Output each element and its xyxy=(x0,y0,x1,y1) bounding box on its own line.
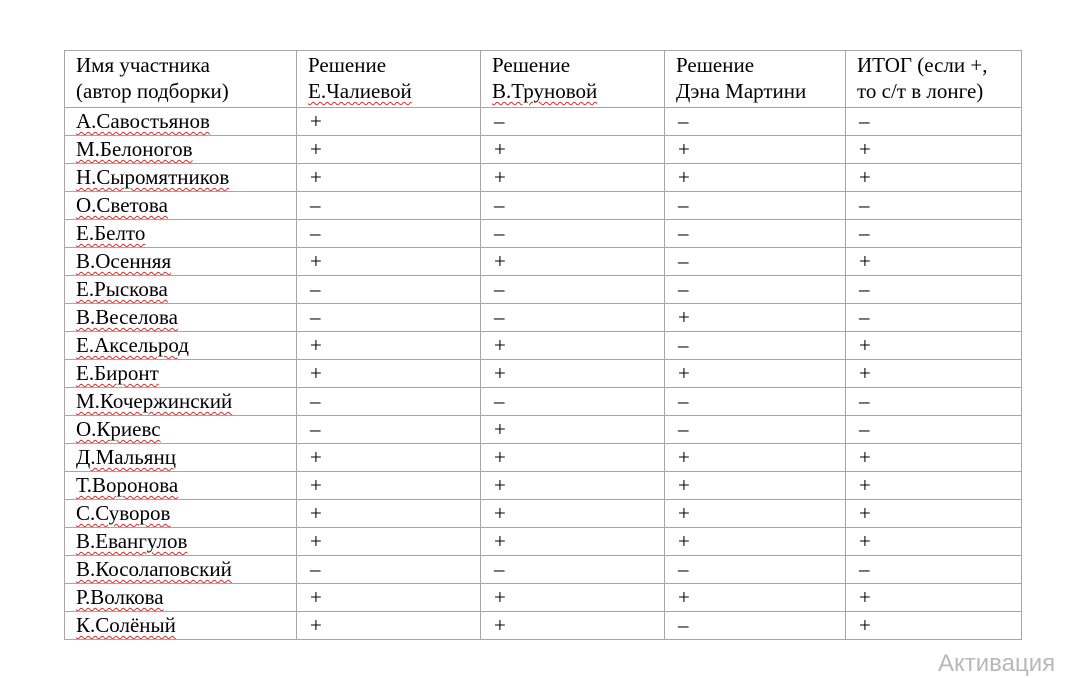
header-text: то с/т в лонге) xyxy=(857,79,984,103)
decision-mark: + xyxy=(859,165,871,189)
table-row xyxy=(65,500,1022,528)
decision-mark: + xyxy=(678,361,690,385)
decision-mark: + xyxy=(494,529,506,553)
decision-cell[interactable] xyxy=(846,500,1022,528)
decision-cell[interactable] xyxy=(665,276,846,304)
decision-mark: – xyxy=(494,193,505,217)
decision-cell[interactable] xyxy=(665,612,846,640)
decision-cell[interactable] xyxy=(481,612,665,640)
decision-cell[interactable] xyxy=(846,304,1022,332)
decision-cell[interactable] xyxy=(297,164,481,192)
decision-cell[interactable] xyxy=(297,472,481,500)
decision-cell[interactable] xyxy=(481,584,665,612)
decision-cell[interactable] xyxy=(297,304,481,332)
decision-cell[interactable] xyxy=(297,192,481,220)
participant-name-cell[interactable] xyxy=(65,444,297,472)
decision-cell[interactable] xyxy=(665,220,846,248)
decision-mark: + xyxy=(859,585,871,609)
decision-cell[interactable] xyxy=(846,444,1022,472)
decision-mark: + xyxy=(678,137,690,161)
decision-mark: + xyxy=(494,137,506,161)
decision-cell[interactable] xyxy=(665,416,846,444)
decision-cell[interactable] xyxy=(297,108,481,136)
table-row xyxy=(65,108,1022,136)
decision-cell[interactable] xyxy=(665,136,846,164)
decision-mark: + xyxy=(859,501,871,525)
decision-mark: – xyxy=(678,193,689,217)
participant-name: А.Савостьянов xyxy=(76,109,210,133)
decision-mark: + xyxy=(310,529,322,553)
header-text: Решение xyxy=(308,53,387,77)
table-row xyxy=(65,164,1022,192)
decision-cell[interactable] xyxy=(665,304,846,332)
participant-name-cell[interactable] xyxy=(65,528,297,556)
table-row xyxy=(65,556,1022,584)
participant-name: С.Суворов xyxy=(76,501,171,525)
decision-cell[interactable] xyxy=(481,416,665,444)
decision-cell[interactable] xyxy=(481,304,665,332)
decision-cell[interactable] xyxy=(297,416,481,444)
header-cell-total[interactable] xyxy=(846,51,1022,108)
participant-name: Е.Биронт xyxy=(76,361,159,385)
decision-cell[interactable] xyxy=(665,360,846,388)
participant-name-cell[interactable] xyxy=(65,416,297,444)
decision-mark: – xyxy=(678,557,689,581)
table-row xyxy=(65,444,1022,472)
decision-cell[interactable] xyxy=(846,276,1022,304)
table-row xyxy=(65,220,1022,248)
decision-cell[interactable] xyxy=(846,388,1022,416)
decision-mark: + xyxy=(494,361,506,385)
decision-mark: + xyxy=(310,445,322,469)
header-text: ИТОГ (если +, xyxy=(857,53,988,77)
table-header-row xyxy=(65,51,1022,108)
decision-cell[interactable] xyxy=(481,192,665,220)
decision-mark: – xyxy=(859,389,870,413)
decision-cell[interactable] xyxy=(665,500,846,528)
decision-mark: + xyxy=(859,137,871,161)
decision-cell[interactable] xyxy=(297,276,481,304)
decision-mark: + xyxy=(310,333,322,357)
decision-mark: – xyxy=(310,277,321,301)
decision-cell[interactable] xyxy=(846,136,1022,164)
decision-mark: – xyxy=(678,333,689,357)
header-text: Дэна Мартини xyxy=(676,79,807,103)
participant-name-cell[interactable] xyxy=(65,304,297,332)
decision-cell[interactable] xyxy=(665,472,846,500)
decision-cell[interactable] xyxy=(665,556,846,584)
participant-name-cell[interactable] xyxy=(65,388,297,416)
participant-name-cell[interactable] xyxy=(65,248,297,276)
header-cell-trunova[interactable] xyxy=(481,51,665,108)
decision-cell[interactable] xyxy=(846,332,1022,360)
table-row xyxy=(65,248,1022,276)
decision-cell[interactable] xyxy=(297,388,481,416)
decision-mark: + xyxy=(859,361,871,385)
participant-name: Д.Мальянц xyxy=(76,445,176,469)
decision-mark: – xyxy=(494,557,505,581)
decision-cell[interactable] xyxy=(846,612,1022,640)
decision-mark: – xyxy=(678,389,689,413)
decision-mark: + xyxy=(494,445,506,469)
decision-mark: + xyxy=(494,249,506,273)
participant-name: В.Косолаповский xyxy=(76,557,232,581)
decision-cell[interactable] xyxy=(846,108,1022,136)
decision-mark: + xyxy=(310,501,322,525)
decision-mark: – xyxy=(678,249,689,273)
decision-mark: – xyxy=(859,109,870,133)
table-row xyxy=(65,360,1022,388)
decision-mark: + xyxy=(494,417,506,441)
decision-cell[interactable] xyxy=(846,556,1022,584)
table-row xyxy=(65,276,1022,304)
participant-name: В.Веселова xyxy=(76,305,178,329)
participant-name: О.Светова xyxy=(76,193,168,217)
decision-cell[interactable] xyxy=(481,444,665,472)
decision-cell[interactable] xyxy=(297,360,481,388)
participant-name-cell[interactable] xyxy=(65,192,297,220)
table-row xyxy=(65,584,1022,612)
participant-name-cell[interactable] xyxy=(65,220,297,248)
decision-mark: – xyxy=(310,193,321,217)
decision-mark: – xyxy=(678,221,689,245)
table-row xyxy=(65,388,1022,416)
participant-name: М.Кочержинский xyxy=(76,389,233,413)
decision-mark: – xyxy=(310,557,321,581)
participant-name-cell[interactable] xyxy=(65,136,297,164)
decision-cell[interactable] xyxy=(665,164,846,192)
decision-mark: – xyxy=(859,193,870,217)
decision-cell[interactable] xyxy=(297,248,481,276)
decision-cell[interactable] xyxy=(297,612,481,640)
participant-name-cell[interactable] xyxy=(65,472,297,500)
header-text: В.Труновой xyxy=(492,79,598,103)
decision-mark: + xyxy=(678,501,690,525)
header-text: Е.Чалиевой xyxy=(308,79,412,103)
decision-cell[interactable] xyxy=(846,472,1022,500)
decision-mark: + xyxy=(310,109,322,133)
participant-name-cell[interactable] xyxy=(65,360,297,388)
header-text: Имя участника xyxy=(76,53,210,77)
decision-mark: – xyxy=(678,417,689,441)
decision-cell[interactable] xyxy=(481,136,665,164)
decision-cell[interactable] xyxy=(846,220,1022,248)
header-text: Решение xyxy=(676,53,755,77)
participant-name: Т.Воронова xyxy=(76,473,179,497)
decision-cell[interactable] xyxy=(481,528,665,556)
decision-mark: + xyxy=(678,585,690,609)
decision-cell[interactable] xyxy=(481,472,665,500)
decision-cell[interactable] xyxy=(297,556,481,584)
decision-mark: + xyxy=(859,613,871,637)
header-text: Решение xyxy=(492,53,571,77)
table-row xyxy=(65,304,1022,332)
decision-mark: + xyxy=(859,445,871,469)
table-row xyxy=(65,136,1022,164)
decision-cell[interactable] xyxy=(481,500,665,528)
decision-mark: + xyxy=(310,585,322,609)
decision-mark: + xyxy=(494,473,506,497)
table-row xyxy=(65,472,1022,500)
decision-mark: – xyxy=(494,277,505,301)
decision-mark: + xyxy=(678,529,690,553)
header-cell-martini[interactable] xyxy=(665,51,846,108)
table-row xyxy=(65,416,1022,444)
participant-name: В.Евангулов xyxy=(76,529,188,553)
decision-cell[interactable] xyxy=(481,248,665,276)
decision-mark: – xyxy=(310,389,321,413)
participant-name: К.Солёный xyxy=(76,613,176,637)
decision-mark: – xyxy=(310,417,321,441)
decision-cell[interactable] xyxy=(846,164,1022,192)
decision-mark: – xyxy=(494,305,505,329)
decision-mark: + xyxy=(678,473,690,497)
decision-cell[interactable] xyxy=(297,136,481,164)
table-row xyxy=(65,612,1022,640)
decision-mark: + xyxy=(678,165,690,189)
decision-cell[interactable] xyxy=(665,444,846,472)
decision-cell[interactable] xyxy=(481,388,665,416)
decision-cell[interactable] xyxy=(481,164,665,192)
decision-mark: + xyxy=(494,165,506,189)
decision-mark: + xyxy=(859,249,871,273)
decision-cell[interactable] xyxy=(846,416,1022,444)
participant-name-cell[interactable] xyxy=(65,164,297,192)
decision-mark: – xyxy=(859,305,870,329)
decision-mark: – xyxy=(678,613,689,637)
decision-cell[interactable] xyxy=(297,500,481,528)
results-table xyxy=(64,50,1022,640)
decision-mark: – xyxy=(859,277,870,301)
decision-mark: + xyxy=(494,585,506,609)
decision-mark: – xyxy=(678,109,689,133)
decision-mark: + xyxy=(310,361,322,385)
decision-mark: + xyxy=(859,473,871,497)
decision-mark: – xyxy=(310,221,321,245)
decision-mark: + xyxy=(678,305,690,329)
decision-mark: + xyxy=(678,445,690,469)
decision-mark: + xyxy=(310,613,322,637)
decision-mark: – xyxy=(859,557,870,581)
participant-name: Е.Белто xyxy=(76,221,146,245)
decision-mark: + xyxy=(494,613,506,637)
participant-name: М.Белоногов xyxy=(76,137,193,161)
participant-name-cell[interactable] xyxy=(65,276,297,304)
participant-name-cell[interactable] xyxy=(65,556,297,584)
decision-cell[interactable] xyxy=(481,360,665,388)
decision-cell[interactable] xyxy=(481,556,665,584)
decision-mark: – xyxy=(678,277,689,301)
decision-cell[interactable] xyxy=(846,584,1022,612)
participant-name-cell[interactable] xyxy=(65,584,297,612)
decision-cell[interactable] xyxy=(481,276,665,304)
table-row xyxy=(65,192,1022,220)
decision-cell[interactable] xyxy=(846,248,1022,276)
decision-cell[interactable] xyxy=(297,584,481,612)
decision-mark: + xyxy=(310,249,322,273)
decision-cell[interactable] xyxy=(297,332,481,360)
decision-mark: + xyxy=(310,137,322,161)
decision-mark: + xyxy=(310,473,322,497)
decision-mark: + xyxy=(859,333,871,357)
participant-name: Е.Рыскова xyxy=(76,277,168,301)
participant-name-cell[interactable] xyxy=(65,500,297,528)
header-text: (автор подборки) xyxy=(76,79,229,103)
decision-cell[interactable] xyxy=(481,332,665,360)
decision-cell[interactable] xyxy=(665,388,846,416)
decision-mark: + xyxy=(494,501,506,525)
decision-cell[interactable] xyxy=(665,248,846,276)
table-row xyxy=(65,332,1022,360)
participant-name: Е.Аксельрод xyxy=(76,333,189,357)
decision-mark: + xyxy=(310,165,322,189)
decision-cell[interactable] xyxy=(665,528,846,556)
decision-cell[interactable] xyxy=(665,584,846,612)
decision-cell[interactable] xyxy=(297,444,481,472)
decision-mark: – xyxy=(494,221,505,245)
decision-cell[interactable] xyxy=(297,220,481,248)
decision-mark: – xyxy=(494,389,505,413)
decision-cell[interactable] xyxy=(481,220,665,248)
decision-cell[interactable] xyxy=(481,108,665,136)
participant-name: Н.Сыромятников xyxy=(76,165,230,189)
participant-name-cell[interactable] xyxy=(65,108,297,136)
participant-name-cell[interactable] xyxy=(65,332,297,360)
table-row xyxy=(65,528,1022,556)
participant-name: В.Осенняя xyxy=(76,249,172,273)
decision-cell[interactable] xyxy=(297,528,481,556)
decision-mark: – xyxy=(859,417,870,441)
decision-cell[interactable] xyxy=(846,528,1022,556)
decision-cell[interactable] xyxy=(846,192,1022,220)
participant-name-cell[interactable] xyxy=(65,612,297,640)
decision-cell[interactable] xyxy=(665,108,846,136)
participant-name: Р.Волкова xyxy=(76,585,164,609)
header-cell-participant[interactable] xyxy=(65,51,297,108)
decision-mark: – xyxy=(310,305,321,329)
decision-mark: – xyxy=(859,221,870,245)
decision-mark: – xyxy=(494,109,505,133)
participant-name: О.Криевс xyxy=(76,417,161,441)
windows-activation-watermark: Активация xyxy=(938,650,1056,677)
decision-mark: + xyxy=(859,529,871,553)
decision-mark: + xyxy=(494,333,506,357)
decision-cell[interactable] xyxy=(846,360,1022,388)
decision-cell[interactable] xyxy=(665,192,846,220)
decision-cell[interactable] xyxy=(665,332,846,360)
header-cell-chalieva[interactable] xyxy=(297,51,481,108)
